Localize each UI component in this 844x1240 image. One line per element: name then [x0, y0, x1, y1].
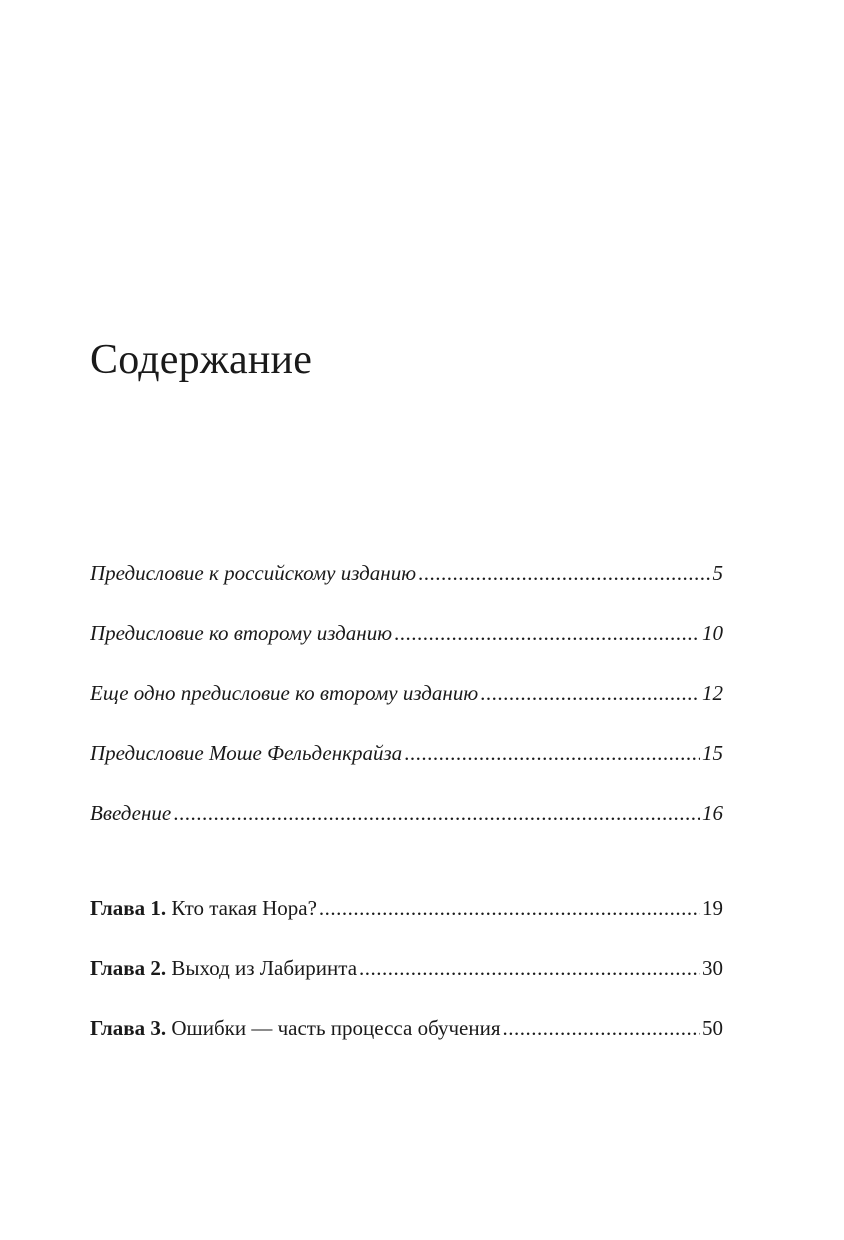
dot-leader [319, 890, 700, 926]
toc-chapter-entry [90, 950, 723, 1010]
toc-entry [90, 735, 723, 795]
dot-leader [173, 795, 700, 831]
chapter-title: Выход из Лабиринта [171, 956, 358, 980]
toc-chapters [90, 890, 723, 1070]
toc-chapter-heading [90, 890, 317, 926]
dot-leader [394, 615, 700, 651]
toc-page-number: 19 [702, 896, 723, 920]
toc-entry-title: Введение [90, 801, 172, 825]
dot-leader [359, 950, 700, 986]
chapter-title: Кто такая Нора? [171, 896, 317, 920]
toc-page-number: 30 [702, 956, 723, 980]
dot-leader [404, 735, 700, 771]
toc-entry [90, 795, 723, 855]
toc-chapter-entry [90, 890, 723, 950]
dot-leader [480, 675, 700, 711]
toc-entry [90, 675, 723, 735]
chapter-label: Глава 3. [90, 1016, 167, 1040]
chapter-title: Ошибки — часть процесса обучения [171, 1016, 501, 1040]
toc-entry-title: Предисловие Моше Фельденкрайза [90, 741, 403, 765]
toc-chapter-entry [90, 1010, 723, 1070]
toc-chapter-heading [90, 950, 357, 986]
toc-chapter-heading [90, 1010, 500, 1046]
toc-entry-title: Предисловие ко второму изданию [90, 621, 392, 645]
page-title: Содержание [90, 337, 313, 383]
toc-entry-title: Предисловие к российскому изданию [90, 561, 417, 585]
toc-page-number: 50 [702, 1016, 723, 1040]
toc-page-number: 10 [702, 621, 723, 645]
toc-entry-title: Еще одно предисловие ко второму изданию [90, 681, 479, 705]
chapter-label: Глава 1. [90, 896, 167, 920]
dot-leader [418, 555, 710, 591]
toc-entry [90, 555, 723, 615]
chapter-label: Глава 2. [90, 956, 167, 980]
toc-entry [90, 615, 723, 675]
toc-page-number: 15 [702, 741, 723, 765]
toc-page-number: 12 [702, 681, 723, 705]
toc-front-matter [90, 555, 723, 855]
dot-leader [502, 1010, 700, 1046]
toc-page-number: 16 [702, 801, 723, 825]
toc-page-number: 5 [712, 561, 723, 585]
